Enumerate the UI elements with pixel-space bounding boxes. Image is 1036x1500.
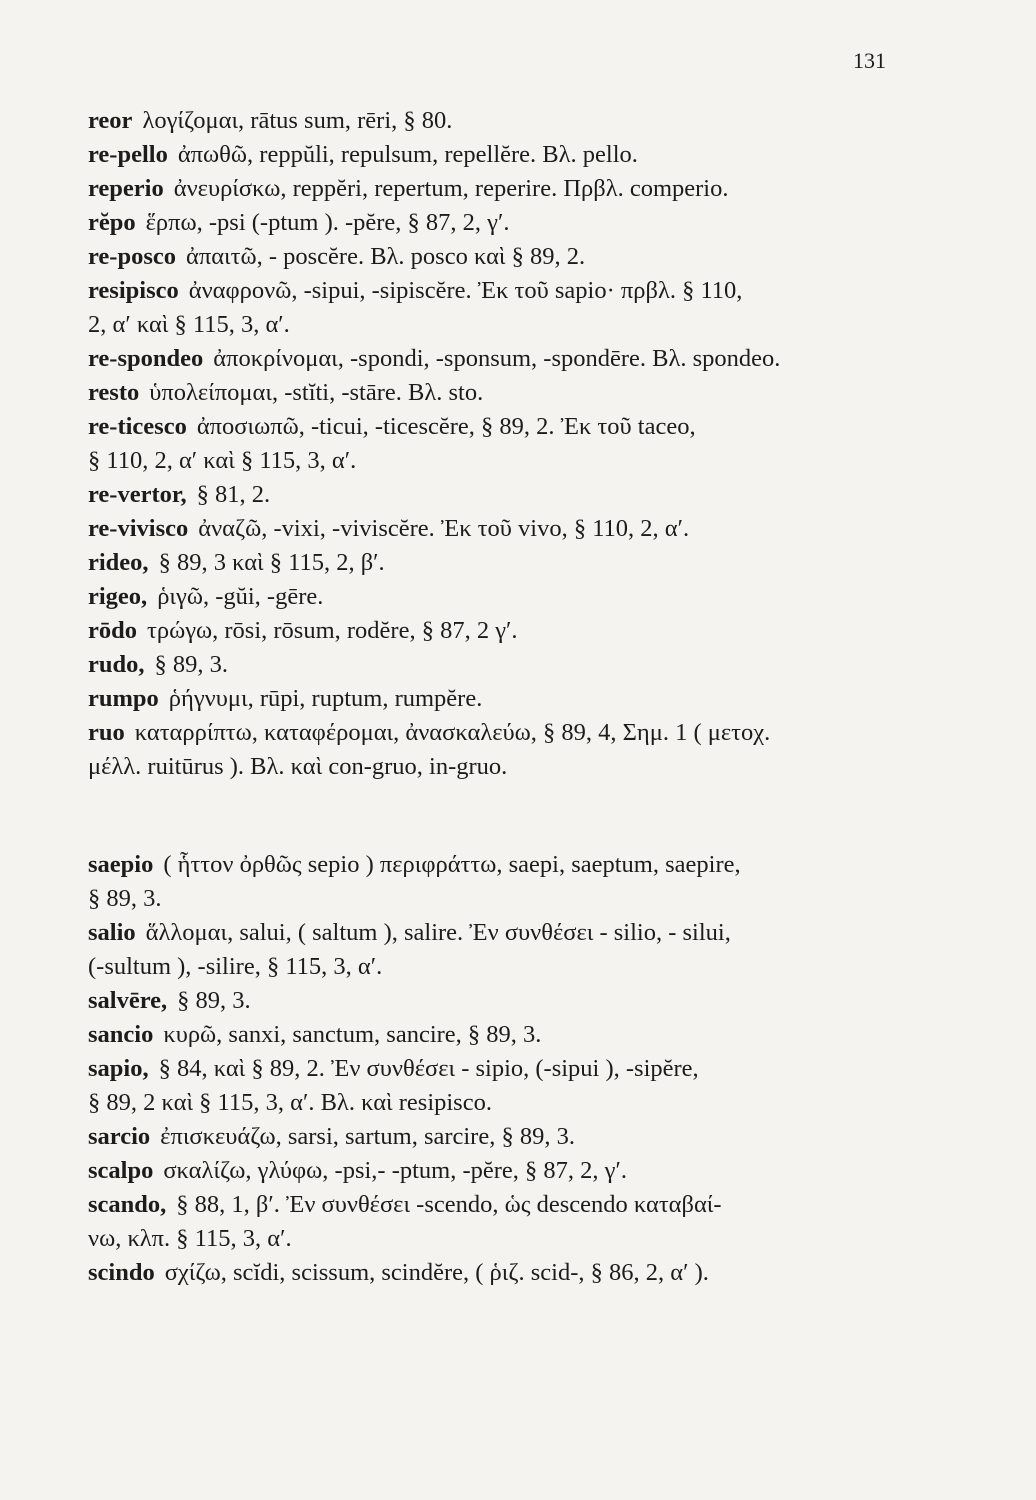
dictionary-entry xyxy=(88,682,888,716)
entry-definition: σκαλίζω, γλύφω, -psi,- -ptum, -pĕre, § 87, 2, γ′. xyxy=(163,1157,627,1184)
entry-definition: § 89, 2 καὶ § 115, 3, α′. Βλ. καὶ resipisco. xyxy=(88,1089,492,1116)
dictionary-entry xyxy=(88,716,888,750)
entry-definition: μέλλ. ruitūrus ). Βλ. καὶ con-gruo, in-gruo. xyxy=(88,753,508,780)
entry-definition: ἅλλομαι, salui, ( saltum ), salire. Ἐν συνθέσει - silio, - silui, xyxy=(145,919,731,946)
entry-continuation xyxy=(88,1222,888,1256)
dictionary-entry xyxy=(88,206,888,240)
entry-headword: saepio xyxy=(88,851,154,878)
entry-headword: rĕpo xyxy=(88,209,136,236)
entry-definition: ἀποκρίνομαι, -spondi, -sponsum, -spondēre. Βλ. spondeo. xyxy=(213,345,781,372)
entry-definition: ὑπολείπομαι, -stĭti, -stāre. Βλ. sto. xyxy=(149,379,484,406)
entry-headword: scalpo xyxy=(88,1157,154,1184)
page-number: 131 xyxy=(853,48,886,73)
entry-headword: re-vivisco xyxy=(88,515,189,542)
dictionary-entry xyxy=(88,1052,888,1086)
entry-headword: salvēre, xyxy=(88,987,168,1014)
entry-definition: § 89, 3. xyxy=(177,987,251,1014)
entry-definition: λογίζομαι, rātus sum, rēri, § 80. xyxy=(142,107,453,134)
entry-definition: σχίζω, scĭdi, scissum, scindĕre, ( ῥιζ. scid-, § 86, 2, α′ ). xyxy=(164,1259,709,1286)
entry-continuation xyxy=(88,308,888,342)
entry-continuation xyxy=(88,1086,888,1120)
entry-definition: ῥήγνυμι, rūpi, ruptum, rumpĕre. xyxy=(168,685,483,712)
entry-definition: ἕρπω, -psi (-ptum ). -pĕre, § 87, 2, γ′. xyxy=(145,209,510,236)
dictionary-entry xyxy=(88,1256,888,1290)
entry-headword: rōdo xyxy=(88,617,137,644)
entry-definition: ἀναζῶ, -vixi, -viviscĕre. Ἐκ τοῦ vivo, § 110, 2, α′. xyxy=(198,515,690,542)
entry-headword: re-pello xyxy=(88,141,168,168)
entry-definition: καταρρίπτω, καταφέρομαι, ἀνασκαλεύω, § 89, 4, Σημ. 1 ( μετοχ. xyxy=(134,719,771,746)
dictionary-entry xyxy=(88,580,888,614)
entry-definition: § 89, 3 καὶ § 115, 2, β′. xyxy=(158,549,385,576)
dictionary-entry xyxy=(88,1188,888,1222)
entry-definition: § 89, 3. xyxy=(88,885,162,912)
dictionary-entry xyxy=(88,848,888,882)
dictionary-entry xyxy=(88,1018,888,1052)
dictionary-entry xyxy=(88,546,888,580)
entry-definition: 2, α′ καὶ § 115, 3, α′. xyxy=(88,311,290,338)
entry-continuation xyxy=(88,444,888,478)
entry-definition: § 88, 1, β′. Ἐν συνθέσει -scendo, ὡς descendo καταβαί- xyxy=(176,1191,722,1218)
entry-definition: τρώγω, rōsi, rōsum, rodĕre, § 87, 2 γ′. xyxy=(147,617,518,644)
entry-headword: resipisco xyxy=(88,277,179,304)
dictionary-entry xyxy=(88,410,888,444)
entry-headword: reperio xyxy=(88,175,164,202)
dictionary-entry xyxy=(88,138,888,172)
section-gap xyxy=(88,784,888,848)
entry-definition: ἀποσιωπῶ, -ticui, -ticescĕre, § 89, 2. Ἐκ τοῦ taceo, xyxy=(196,413,696,440)
entry-headword: reor xyxy=(88,107,133,134)
entry-continuation xyxy=(88,750,888,784)
dictionary-entry xyxy=(88,1120,888,1154)
entry-definition: ἀπαιτῶ, - poscĕre. Βλ. posco καὶ § 89, 2. xyxy=(186,243,586,270)
dictionary-entry xyxy=(88,614,888,648)
entry-headword: rideo, xyxy=(88,549,149,576)
dictionary-entry xyxy=(88,240,888,274)
dictionary-entry xyxy=(88,648,888,682)
entry-definition: § 110, 2, α′ καὶ § 115, 3, α′. xyxy=(88,447,357,474)
entry-headword: ruo xyxy=(88,719,125,746)
entry-definition: ἀναφρονῶ, -sipui, -sipiscĕre. Ἐκ τοῦ sapio· πρβλ. § 110, xyxy=(188,277,743,304)
entry-headword: scindo xyxy=(88,1259,155,1286)
entry-headword: rudo, xyxy=(88,651,145,678)
entry-continuation xyxy=(88,882,888,916)
dictionary-entry xyxy=(88,1154,888,1188)
entry-headword: resto xyxy=(88,379,140,406)
entry-definition: (-sultum ), -silire, § 115, 3, α′. xyxy=(88,953,383,980)
entry-definition: § 81, 2. xyxy=(196,481,271,508)
entry-definition: νω, κλπ. § 115, 3, α′. xyxy=(88,1225,292,1252)
entry-headword: re-spondeo xyxy=(88,345,204,372)
entry-headword: sarcio xyxy=(88,1123,151,1150)
entry-definition: § 89, 3. xyxy=(154,651,229,678)
entry-continuation xyxy=(88,950,888,984)
entry-headword: re-posco xyxy=(88,243,176,270)
dictionary-entry xyxy=(88,478,888,512)
entries-block xyxy=(88,104,888,1290)
entry-headword: sancio xyxy=(88,1021,154,1048)
entry-headword: re-vertor, xyxy=(88,481,187,508)
entry-definition: κυρῶ, sanxi, sanctum, sancire, § 89, 3. xyxy=(163,1021,542,1048)
entry-headword: rigeo, xyxy=(88,583,148,610)
dictionary-entry xyxy=(88,104,888,138)
entry-definition: ἀνευρίσκω, reppĕri, repertum, reperire. Πρβλ. comperio. xyxy=(173,175,729,202)
entry-headword: salio xyxy=(88,919,136,946)
entries-s-group xyxy=(88,848,888,1290)
dictionary-entry xyxy=(88,916,888,950)
entry-definition: § 84, καὶ § 89, 2. Ἐν συνθέσει - sipio, (-sipui ), -sipĕre, xyxy=(158,1055,699,1082)
entry-definition: ἀπωθῶ, reppŭli, repulsum, repellĕre. Βλ. pello. xyxy=(177,141,638,168)
entry-headword: re-ticesco xyxy=(88,413,187,440)
dictionary-entry xyxy=(88,342,888,376)
entry-definition: ῥιγῶ, -gŭi, -gēre. xyxy=(157,583,324,610)
dictionary-entry xyxy=(88,512,888,546)
entries-r-group xyxy=(88,104,888,784)
entry-definition: ( ἧττον ὀρθῶς sepio ) περιφράττω, saepi, saeptum, saepire, xyxy=(163,851,741,878)
dictionary-entry xyxy=(88,376,888,410)
dictionary-entry xyxy=(88,274,888,308)
dictionary-entry xyxy=(88,172,888,206)
entry-headword: scando, xyxy=(88,1191,167,1218)
dictionary-entry xyxy=(88,984,888,1018)
entry-headword: rumpo xyxy=(88,685,159,712)
entry-headword: sapio, xyxy=(88,1055,149,1082)
entry-definition: ἐπισκευάζω, sarsi, sartum, sarcire, § 89, 3. xyxy=(160,1123,575,1150)
